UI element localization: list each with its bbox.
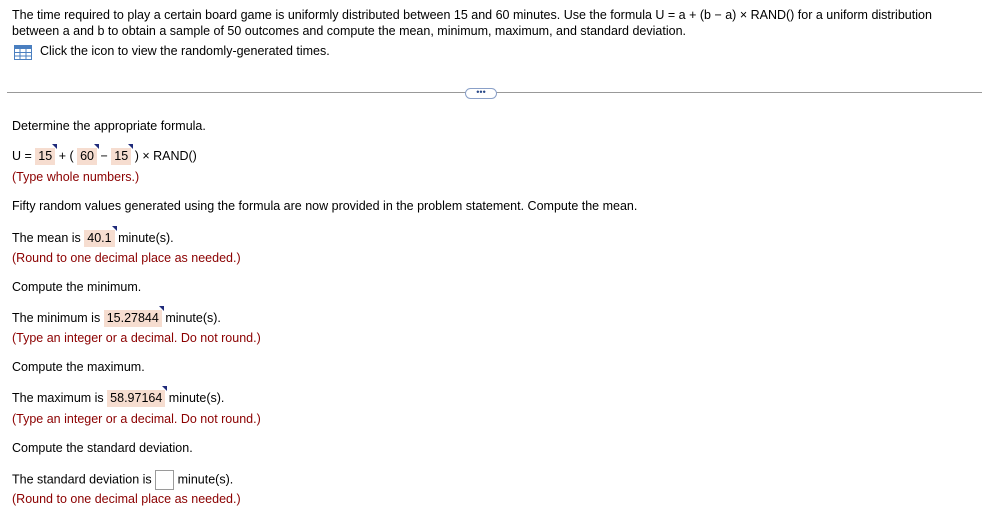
minimum-row (12, 310, 221, 327)
data-table-icon[interactable] (14, 45, 32, 60)
icon-instruction: Click the icon to view the randomly-generated times. (40, 44, 330, 58)
maximum-hint: (Type an integer or a decimal. Do not round.) (12, 412, 261, 426)
mean-hint: (Round to one decimal place as needed.) (12, 251, 241, 265)
a-value-input[interactable]: 15 (35, 148, 55, 165)
fifty-values-text: Fifty random values generated using the formula are now provided in the problem statement. Compute the mean. (12, 199, 638, 213)
problem-text-line-1: The time required to play a certain board game is uniformly distributed between 15 and 60 minutes. Use the formula U = a + (b − a) × RAND() for a uniform distribution (12, 8, 932, 22)
stdev-prompt: Compute the standard deviation. (12, 441, 193, 455)
formula-row (12, 148, 197, 165)
maximum-input[interactable]: 58.97164 (107, 390, 165, 407)
more-options-button[interactable]: ••• (465, 88, 497, 99)
stdev-prefix: The standard deviation is (12, 472, 152, 487)
formula-prompt: Determine the appropriate formula. (12, 119, 206, 133)
maximum-row (12, 390, 224, 407)
minimum-prefix: The minimum is (12, 311, 101, 325)
mean-prefix: The mean is (12, 231, 81, 245)
maximum-prompt: Compute the maximum. (12, 360, 145, 374)
minimum-hint: (Type an integer or a decimal. Do not round.) (12, 331, 261, 345)
mean-input[interactable]: 40.1 (84, 230, 114, 247)
u-label: U = (12, 149, 32, 163)
plus-open-paren: + ( (58, 149, 74, 163)
mean-row (12, 230, 174, 247)
stdev-row (12, 470, 233, 490)
minus-sign: − (100, 149, 108, 163)
minimum-input[interactable]: 15.27844 (104, 310, 162, 327)
maximum-prefix: The maximum is (12, 391, 104, 405)
b-value-input[interactable]: 60 (77, 148, 97, 165)
stdev-input[interactable] (155, 470, 174, 490)
mean-suffix: minute(s). (118, 231, 174, 245)
maximum-suffix: minute(s). (168, 391, 225, 405)
minimum-suffix: minute(s). (165, 311, 221, 325)
a2-value-input[interactable]: 15 (111, 148, 131, 165)
stdev-hint: (Round to one decimal place as needed.) (12, 492, 241, 506)
problem-text-line-2: between a and b to obtain a sample of 50 outcomes and compute the mean, minimum, maximum, and standard deviation. (12, 24, 686, 38)
close-rand: ) × RAND() (134, 149, 197, 163)
stdev-suffix: minute(s). (177, 472, 234, 487)
formula-hint: (Type whole numbers.) (12, 170, 140, 184)
minimum-prompt: Compute the minimum. (12, 280, 142, 294)
